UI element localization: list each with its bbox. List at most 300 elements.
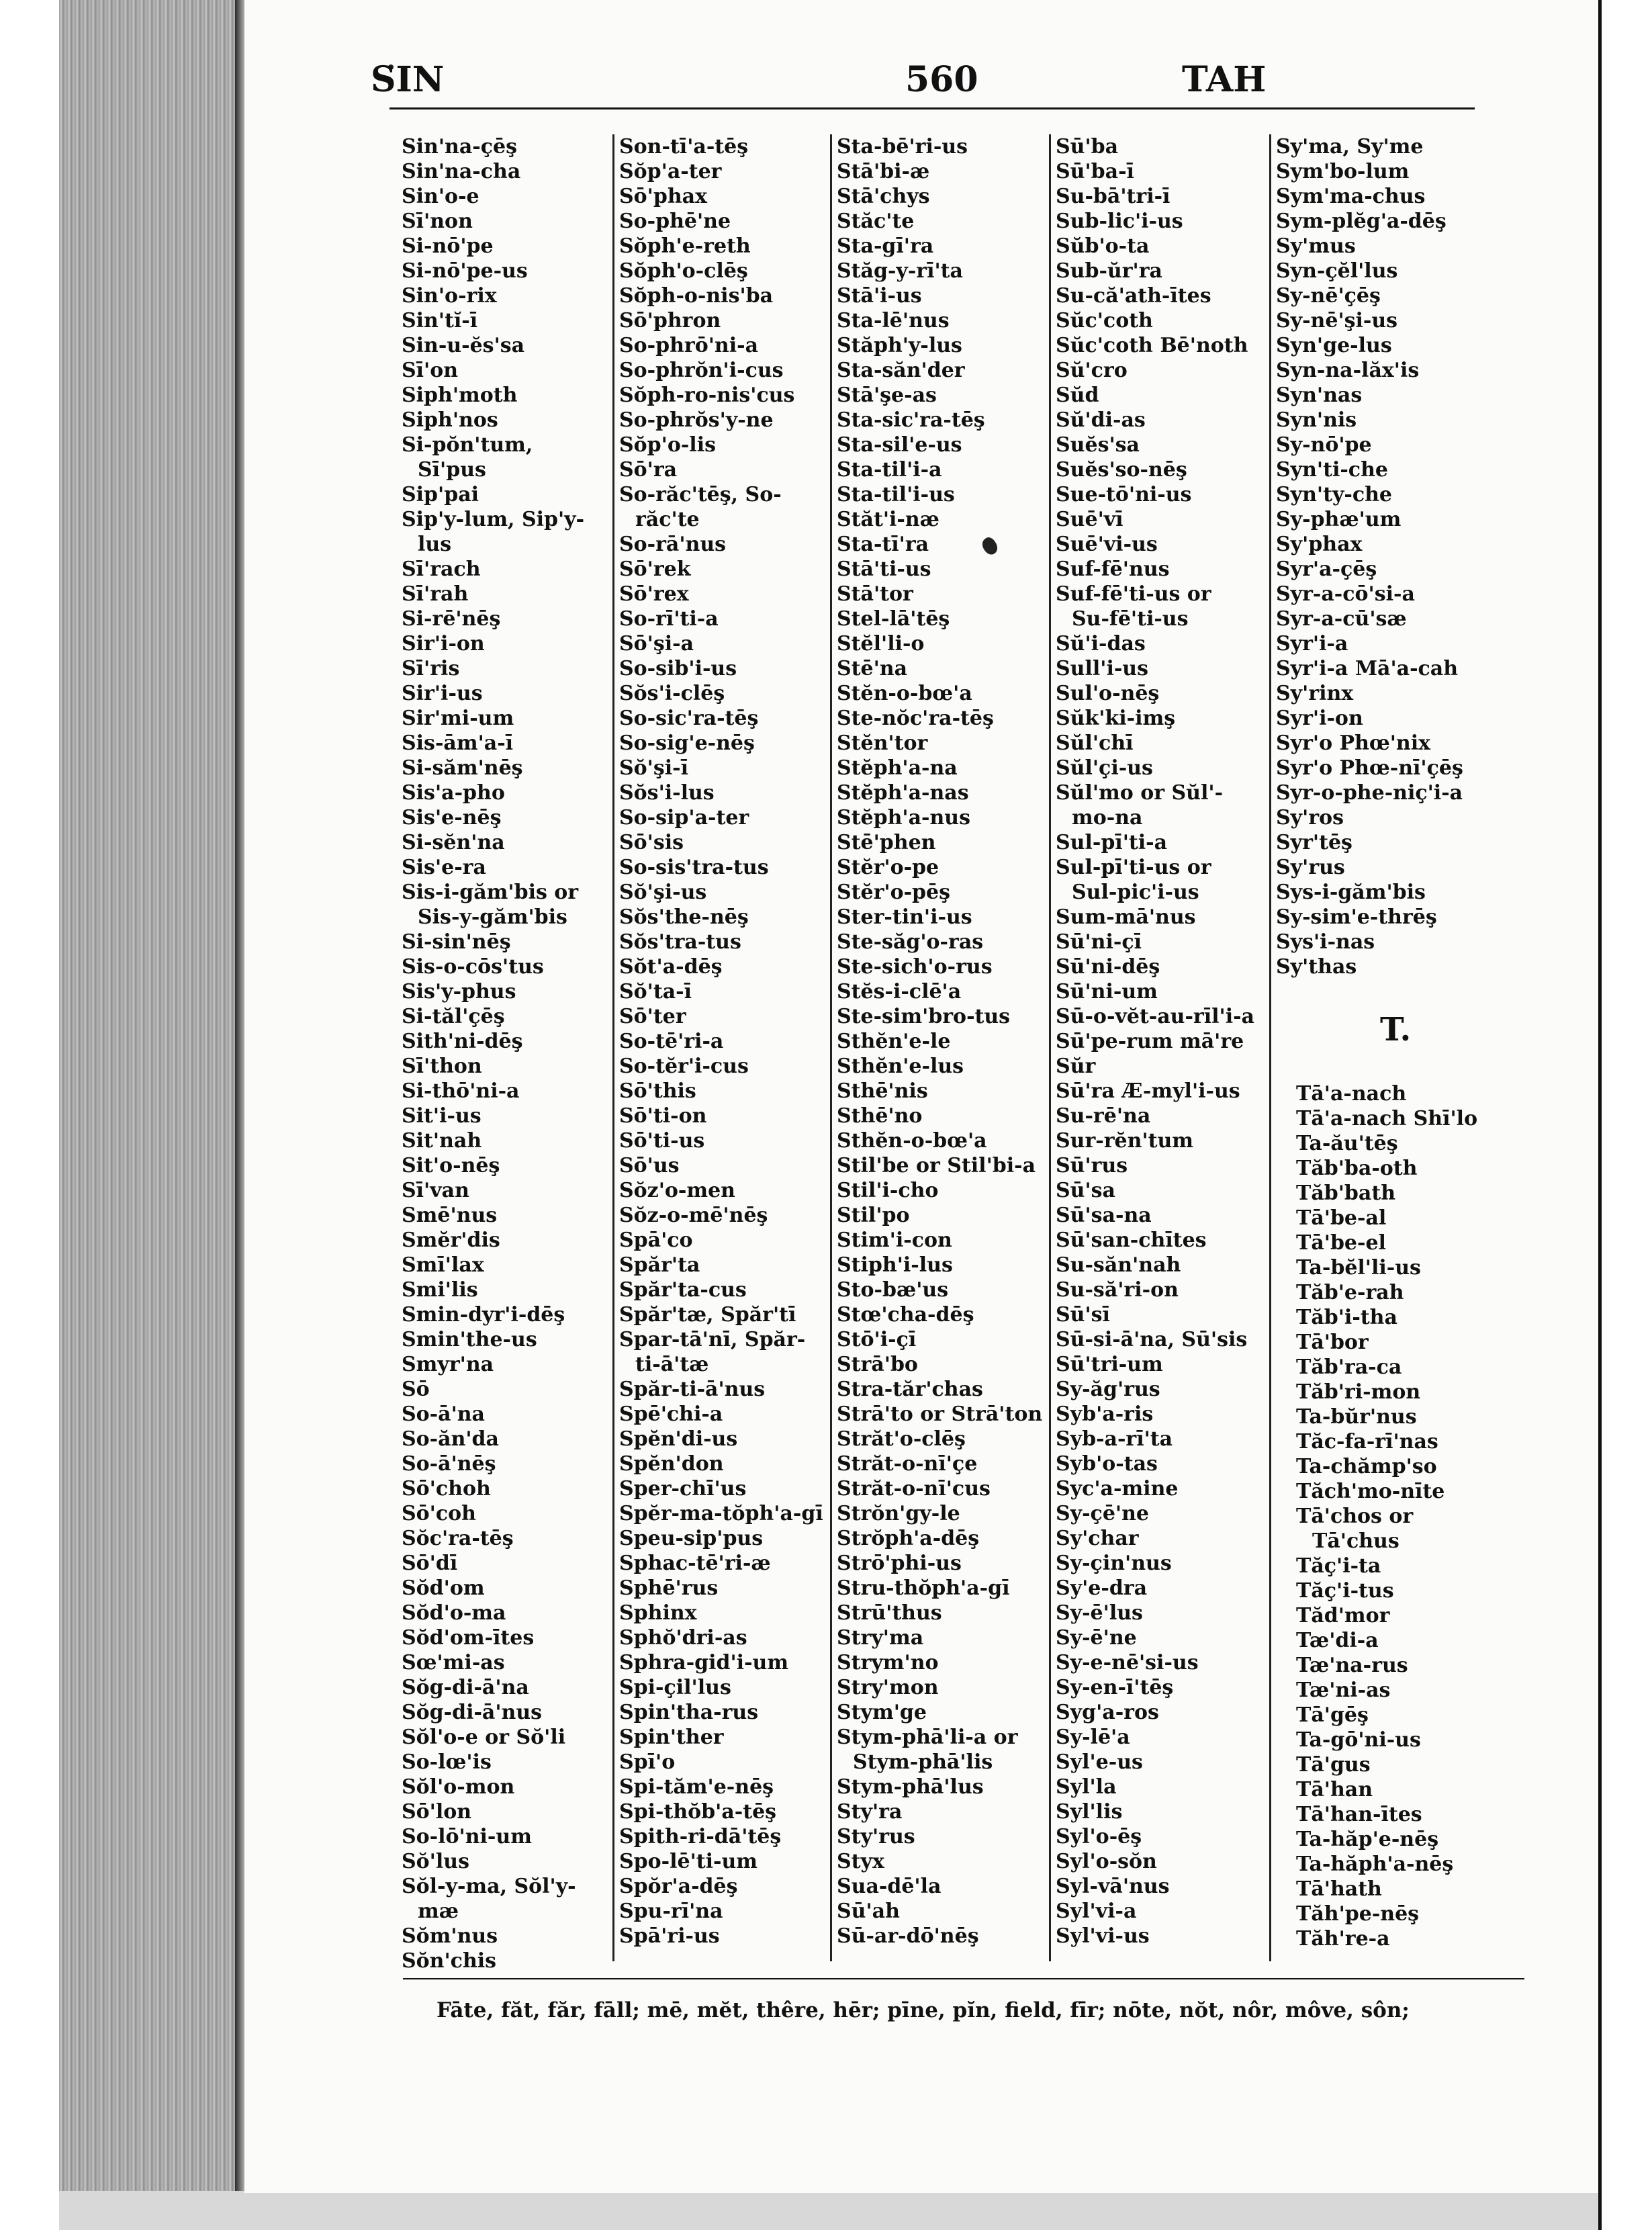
dictionary-entry: So-rī'ti-a [619, 607, 719, 631]
dictionary-entry: Syr'o Phœ-nī'çēş [1276, 756, 1463, 780]
dictionary-entry: Sy-phæ'um [1276, 508, 1402, 531]
dictionary-entry: Sī'non [402, 210, 473, 233]
page-bottom-shadow [59, 2191, 1652, 2230]
dictionary-entry: So-sic'ra-tēş [619, 707, 759, 730]
dictionary-entry: Sŭ'di-as [1056, 408, 1146, 432]
dictionary-entry: Sir'mi-um [402, 707, 514, 730]
dictionary-entry: Stĕph'a-na [837, 756, 958, 780]
dictionary-entry: Sta-til'i-us [837, 483, 955, 506]
dictionary-entry: Stā'bi-æ [837, 160, 930, 183]
dictionary-entry: Stăc'te [837, 210, 915, 233]
dictionary-entry: Stĕr'o-pe [837, 856, 939, 879]
dictionary-entry: Stry'mon [837, 1676, 939, 1699]
dictionary-entry: Sŏg-di-ā'nus [402, 1701, 543, 1724]
dictionary-entry: Si-sĕn'na [402, 831, 505, 854]
entry-column-3 [837, 134, 1042, 1949]
dictionary-entry: Syl'o-ēş [1056, 1825, 1142, 1848]
dictionary-entry: Stil'i-cho [837, 1179, 939, 1202]
dictionary-entry: Sul-pī'ti-a [1056, 831, 1168, 854]
dictionary-entry: Sŭd [1056, 384, 1099, 407]
dictionary-entry: Sym'bo-lum [1276, 160, 1410, 183]
dictionary-entry: Sō'dī [402, 1552, 458, 1575]
dictionary-entry: Stel-lā'tēş [837, 607, 950, 631]
column-divider [1049, 134, 1051, 1961]
dictionary-entry: Sŭ'cro [1056, 359, 1128, 382]
dictionary-entry: Sī'ris [402, 657, 460, 680]
dictionary-entry: Styx [837, 1850, 884, 1873]
dictionary-entry: Sō'phron [619, 309, 721, 332]
dictionary-entry: So-tē'ri-a [619, 1030, 724, 1053]
dictionary-entry: So-sip'a-ter [619, 806, 749, 830]
dictionary-entry: Sym-plĕg'a-dēş [1276, 210, 1447, 233]
dictionary-entry: Syn'ge-lus [1276, 334, 1392, 357]
dictionary-entry: Stā'tor [837, 582, 913, 606]
dictionary-entry: Sŭc'coth [1056, 309, 1153, 332]
dictionary-entry: Tăç'i-ta [1296, 1554, 1381, 1578]
dictionary-entry: Sull'i-us [1056, 657, 1149, 680]
dictionary-entry: Spĕn'don [619, 1452, 724, 1476]
entry-continuation: mæ [418, 1900, 459, 1923]
dictionary-entry: Sthĕn-o-bœ'a [837, 1129, 987, 1153]
dictionary-entry: Sy'rinx [1276, 682, 1354, 705]
dictionary-entry: Sue-tō'ni-us [1056, 483, 1192, 506]
dictionary-entry: Sip'y-lum, Sip'y- [402, 508, 585, 531]
dictionary-entry: Spăr-ti-ā'nus [619, 1378, 766, 1401]
entry-continuation: Stym-phā'lis [853, 1750, 993, 1774]
dictionary-entry: Stē'phen [837, 831, 936, 854]
column-divider [612, 134, 614, 1961]
dictionary-entry: Sy-nō'pe [1276, 433, 1372, 457]
dictionary-entry: Sū'ni-çī [1056, 930, 1142, 954]
dictionary-entry: Sy-e-nē'si-us [1056, 1651, 1199, 1675]
dictionary-entry: Sū'rus [1056, 1154, 1128, 1177]
dictionary-entry: Tăb'ri-mon [1296, 1380, 1421, 1404]
dictionary-entry: Tā'be-el [1296, 1231, 1386, 1255]
dictionary-entry: Sŏz-o-mē'nēş [619, 1204, 768, 1227]
running-head-left: SIN [371, 59, 445, 100]
dictionary-entry: Strō'phi-us [837, 1552, 962, 1575]
dictionary-entry: Tăb'e-rah [1296, 1281, 1404, 1304]
dictionary-entry: Strā'to or Strā'ton [837, 1402, 1043, 1426]
dictionary-entry: Sū'ni-dēş [1056, 955, 1160, 979]
dictionary-entry: Si-rē'nēş [402, 607, 501, 631]
dictionary-entry: Sŏl'o-e or Sŏ'li [402, 1726, 566, 1749]
dictionary-entry: Sy-nē'şi-us [1276, 309, 1398, 332]
dictionary-entry: Sŏ'lus [402, 1850, 469, 1873]
dictionary-entry: Tā'gēş [1296, 1703, 1369, 1727]
dictionary-entry: Sō'phax [619, 185, 707, 208]
dictionary-entry: Sō'ti-us [619, 1129, 705, 1153]
dictionary-entry: Sy'char [1056, 1527, 1139, 1550]
dictionary-entry: Syn'nis [1276, 408, 1357, 432]
dictionary-entry: Smin'the-us [402, 1328, 537, 1351]
dictionary-entry: Ster-tin'i-us [837, 905, 972, 929]
dictionary-entry: Spăr'ta [619, 1253, 700, 1277]
dictionary-entry: Sis'a-pho [402, 781, 505, 805]
dictionary-entry: Sis-o-cōs'tus [402, 955, 544, 979]
dictionary-entry: Syb'o-tas [1056, 1452, 1158, 1476]
dictionary-entry: Sō'ra [619, 458, 678, 482]
dictionary-entry: Sū'tri-um [1056, 1353, 1163, 1376]
dictionary-entry: Sta-săn'der [837, 359, 965, 382]
dictionary-entry: Stăt'i-næ [837, 508, 939, 531]
dictionary-entry: Sip'pai [402, 483, 479, 506]
dictionary-entry: Sy-en-ī'tēş [1056, 1676, 1174, 1699]
dictionary-entry: Syr-o-phe-niç'i-a [1276, 781, 1463, 805]
dictionary-entry: Sŭb'o-ta [1056, 234, 1150, 258]
dictionary-entry: Sō'sis [619, 831, 684, 854]
dictionary-entry: So-phē'ne [619, 210, 731, 233]
dictionary-entry: Ta-hăp'e-nēş [1296, 1828, 1439, 1851]
dictionary-entry: Tăh'pe-nēş [1296, 1902, 1420, 1926]
dictionary-entry: Stē'na [837, 657, 908, 680]
dictionary-entry: Syg'a-ros [1056, 1701, 1159, 1724]
dictionary-entry: Sphē'rus [619, 1576, 719, 1600]
dictionary-entry: Spăr'tæ, Spăr'tī [619, 1303, 796, 1327]
dictionary-entry: Sū'sa-na [1056, 1204, 1152, 1227]
dictionary-entry: Stăph'y-lus [837, 334, 962, 357]
dictionary-entry: Sŭ'i-das [1056, 632, 1146, 656]
dictionary-entry: Sŏ'ta-ī [619, 980, 692, 1004]
dictionary-entry: Sū-si-ā'na, Sū'sis [1056, 1328, 1248, 1351]
dictionary-entry: Sy'thas [1276, 955, 1357, 979]
dictionary-entry: So-lō'ni-um [402, 1825, 532, 1848]
dictionary-entry: Sta-sic'ra-tēş [837, 408, 985, 432]
dictionary-entry: Tăch'mo-nīte [1296, 1480, 1445, 1503]
dictionary-entry: Străt-o-nī'çe [837, 1452, 978, 1476]
dictionary-entry: Tæ'ni-as [1296, 1679, 1391, 1702]
dictionary-entry: Suf-fē'nus [1056, 558, 1170, 581]
dictionary-entry: Syr'tēş [1276, 831, 1352, 854]
dictionary-entry: Strū'thus [837, 1601, 942, 1625]
entry-continuation: Sul-pic'i-us [1072, 881, 1199, 904]
dictionary-entry: Spăr'ta-cus [619, 1278, 747, 1302]
dictionary-entry: Stā'chys [837, 185, 930, 208]
dictionary-entry: Sin'na-cha [402, 160, 521, 183]
dictionary-entry: Sŏ'şi-us [619, 881, 707, 904]
dictionary-entry: Ta-bĕl'li-us [1296, 1256, 1421, 1280]
entry-column-5-t-section [1296, 1081, 1477, 1951]
dictionary-entry: Sua-dē'la [837, 1875, 942, 1898]
dictionary-entry: Spi-tăm'e-nēş [619, 1775, 774, 1799]
dictionary-entry: Spī'o [619, 1750, 676, 1774]
dictionary-entry: Sty'ra [837, 1800, 903, 1824]
dictionary-entry: Sthē'no [837, 1104, 923, 1128]
dictionary-entry: Sŭl'mo or Sŭl'- [1056, 781, 1224, 805]
dictionary-entry: Si-pŏn'tum, [402, 433, 533, 457]
dictionary-entry: Syl'vi-us [1056, 1924, 1150, 1948]
dictionary-entry: Sphra-gid'i-um [619, 1651, 789, 1675]
dictionary-entry: Sy'ma, Sy'me [1276, 135, 1424, 159]
dictionary-entry: Si-thō'ni-a [402, 1079, 520, 1103]
dictionary-entry: So-ā'nēş [402, 1452, 496, 1476]
dictionary-entry: So-ăn'da [402, 1427, 499, 1451]
dictionary-entry: Sthĕn'e-le [837, 1030, 951, 1053]
dictionary-entry: Sō'şi-a [619, 632, 694, 656]
dictionary-entry: Syr'i-on [1276, 707, 1363, 730]
dictionary-entry: Ste-sim'bro-tus [837, 1005, 1011, 1028]
dictionary-entry: Sŏp'o-lis [619, 433, 716, 457]
entry-continuation: lus [418, 533, 452, 556]
dictionary-entry: Sŏs'the-nēş [619, 905, 749, 929]
dictionary-entry: Sis'e-nēş [402, 806, 502, 830]
dictionary-entry: Sō'this [619, 1079, 696, 1103]
dictionary-entry: Stim'i-con [837, 1229, 952, 1252]
dictionary-entry: Syn-çĕl'lus [1276, 259, 1398, 283]
dictionary-entry: Sta-lē'nus [837, 309, 950, 332]
dictionary-entry: Stĕs-i-clē'a [837, 980, 962, 1004]
dictionary-entry: Syr'i-a [1276, 632, 1348, 656]
dictionary-entry: Sŏg-di-ā'na [402, 1676, 529, 1699]
dictionary-entry: Syn'ty-che [1276, 483, 1392, 506]
dictionary-entry: Tā'han [1296, 1778, 1373, 1801]
dictionary-entry: Smĕr'dis [402, 1229, 500, 1252]
dictionary-entry: Sū'ra Æ-myl'i-us [1056, 1079, 1240, 1103]
entry-continuation: Sis-y-găm'bis [418, 905, 567, 929]
dictionary-entry: Sō'rex [619, 582, 689, 606]
dictionary-entry: Sy-sim'e-thrēş [1276, 905, 1437, 929]
dictionary-entry: Stā'şe-as [837, 384, 937, 407]
dictionary-entry: Tăd'mor [1296, 1604, 1390, 1627]
dictionary-entry: Syn'ti-che [1276, 458, 1388, 482]
dictionary-entry: Sin'tĭ-ī [402, 309, 478, 332]
dictionary-entry: Ste-săg'o-ras [837, 930, 984, 954]
dictionary-entry: Stā'ti-us [837, 558, 931, 581]
dictionary-entry: Sphac-tē'ri-æ [619, 1552, 771, 1575]
dictionary-entry: Spā'co [619, 1229, 693, 1252]
dictionary-entry: Tā'chos or [1296, 1505, 1414, 1528]
dictionary-entry: Smē'nus [402, 1204, 498, 1227]
dictionary-entry: Sū'ba-ī [1056, 160, 1134, 183]
entry-continuation: Tā'chus [1312, 1529, 1399, 1553]
dictionary-entry: Su-să'ri-on [1056, 1278, 1179, 1302]
dictionary-entry: Smi'lis [402, 1278, 478, 1302]
dictionary-entry: Sŏl-y-ma, Sŏl'y- [402, 1875, 576, 1898]
dictionary-entry: Sū'sa [1056, 1179, 1115, 1202]
dictionary-entry: Sū-ar-dō'nēş [837, 1924, 979, 1948]
dictionary-entry: Sis'y-phus [402, 980, 516, 1004]
dictionary-entry: Sy-nē'çēş [1276, 284, 1381, 308]
dictionary-entry: Sō'lon [402, 1800, 472, 1824]
header-rule [389, 107, 1475, 109]
dictionary-entry: Spĕn'di-us [619, 1427, 738, 1451]
dictionary-entry: Sta-sil'e-us [837, 433, 962, 457]
dictionary-entry: Si-nō'pe [402, 234, 494, 258]
dictionary-entry: Smin-dyr'i-dēş [402, 1303, 565, 1327]
dictionary-entry: Sœ'mi-as [402, 1651, 505, 1675]
dictionary-entry: Stru-thŏph'a-gī [837, 1576, 1010, 1600]
dictionary-entry: Sphinx [619, 1601, 697, 1625]
dictionary-entry: Sys'i-nas [1276, 930, 1375, 954]
dictionary-entry: Sŏz'o-men [619, 1179, 735, 1202]
dictionary-entry: Sit'o-nēş [402, 1154, 500, 1177]
dictionary-entry: Stym'ge [837, 1701, 927, 1724]
dictionary-entry: Sŏd'o-ma [402, 1601, 506, 1625]
dictionary-entry: Tăb'ba-oth [1296, 1157, 1418, 1180]
dictionary-entry: Sty'rus [837, 1825, 915, 1848]
dictionary-entry: Sū'pe-rum mā're [1056, 1030, 1244, 1053]
dictionary-entry: Tā'gus [1296, 1753, 1371, 1777]
dictionary-entry: Syn'nas [1276, 384, 1363, 407]
dictionary-entry: Spith-ri-dā'tēş [619, 1825, 782, 1848]
dictionary-entry: Spĕr-ma-tŏph'a-gī [619, 1502, 823, 1525]
dictionary-entry: Spo-lē'ti-um [619, 1850, 758, 1873]
dictionary-entry: Syr'o Phœ'nix [1276, 731, 1431, 755]
dictionary-entry: Syl'o-sŏn [1056, 1850, 1157, 1873]
dictionary-entry: Sŭk'ki-imş [1056, 707, 1176, 730]
dictionary-entry: Suf-fē'ti-us or [1056, 582, 1211, 606]
dictionary-entry: Sta-gī'ra [837, 234, 934, 258]
dictionary-entry: Stĕph'a-nus [837, 806, 970, 830]
dictionary-entry: Ta-ău'tēş [1296, 1132, 1398, 1155]
entry-column-1 [402, 134, 584, 1973]
dictionary-entry: Sŏph-ro-nis'cus [619, 384, 795, 407]
dictionary-entry: Sō'ti-on [619, 1104, 707, 1128]
dictionary-entry: Speu-sip'pus [619, 1527, 764, 1550]
dictionary-entry: Tā'be-al [1296, 1206, 1387, 1230]
dictionary-entry: Sys-i-găm'bis [1276, 881, 1426, 904]
dictionary-entry: Stil'be or Stil'bi-a [837, 1154, 1036, 1177]
dictionary-entry: So-sis'tra-tus [619, 856, 769, 879]
dictionary-entry: Sy-lē'a [1056, 1726, 1130, 1749]
dictionary-entry: Sub-ŭr'ra [1056, 259, 1162, 283]
dictionary-entry: Ta-bŭr'nus [1296, 1405, 1417, 1429]
dictionary-entry: Stœ'cha-dēş [837, 1303, 974, 1327]
dictionary-entry: Tăh're-a [1296, 1927, 1390, 1951]
dictionary-entry: Tā'a-nach Shī'lo [1296, 1107, 1478, 1130]
entry-continuation: Su-fē'ti-us [1072, 607, 1189, 631]
dictionary-entry: Tā'han-ītes [1296, 1803, 1422, 1826]
dictionary-entry: Tăb'bath [1296, 1181, 1396, 1205]
dictionary-entry: Si-tăl'çēş [402, 1005, 505, 1028]
dictionary-entry: Su-rē'na [1056, 1104, 1151, 1128]
dictionary-entry: Sō'coh [402, 1502, 476, 1525]
dictionary-entry: Syr'i-a Mā'a-cah [1276, 657, 1459, 680]
dictionary-entry: Sū'ni-um [1056, 980, 1158, 1004]
dictionary-entry: Syb-a-rī'ta [1056, 1427, 1173, 1451]
dictionary-entry: Sī'on [402, 359, 459, 382]
dictionary-entry: Sthē'nis [837, 1079, 928, 1103]
column-divider [1269, 134, 1271, 1961]
dictionary-entry: Sī'rah [402, 582, 469, 606]
dictionary-entry: Sym'ma-chus [1276, 185, 1426, 208]
dictionary-entry: Sŏl'o-mon [402, 1775, 515, 1799]
dictionary-entry: Stil'po [837, 1204, 910, 1227]
dictionary-entry: Sŭl'chī [1056, 731, 1134, 755]
dictionary-entry: Sith'ni-dēş [402, 1030, 523, 1053]
dictionary-entry: Sthĕn'e-lus [837, 1055, 964, 1078]
dictionary-entry: Stĕn'tor [837, 731, 928, 755]
dictionary-entry: Si-nō'pe-us [402, 259, 528, 283]
dictionary-entry: Stĕn-o-bœ'a [837, 682, 972, 705]
dictionary-entry: Sis-ām'a-ī [402, 731, 514, 755]
dictionary-entry: Sper-chī'us [619, 1477, 747, 1501]
dictionary-entry: Spŏr'a-dēş [619, 1875, 738, 1898]
section-letter: T. [1380, 1011, 1412, 1049]
dictionary-entry: Sul'o-nēş [1056, 682, 1160, 705]
dictionary-entry: Si-săm'nēş [402, 756, 523, 780]
dictionary-entry: So-răc'tēş, So- [619, 483, 782, 506]
dictionary-entry: Stym-phā'li-a or [837, 1726, 1018, 1749]
dictionary-entry: Sy-çē'ne [1056, 1502, 1149, 1525]
entry-continuation: Sī'pus [418, 458, 486, 482]
dictionary-entry: Suĕs'sa [1056, 433, 1140, 457]
dictionary-entry: Sub-lic'i-us [1056, 210, 1183, 233]
dictionary-entry: Tā'bor [1296, 1331, 1369, 1354]
dictionary-entry: Sō'choh [402, 1477, 491, 1501]
dictionary-entry: Sto-bæ'us [837, 1278, 949, 1302]
dictionary-entry: Sŏph-o-nis'ba [619, 284, 774, 308]
dictionary-entry: Stiph'i-lus [837, 1253, 953, 1277]
right-page-edge [1598, 0, 1652, 2230]
book-page-edges [59, 0, 235, 2196]
dictionary-entry: Stĕph'a-nas [837, 781, 969, 805]
dictionary-entry: Stra-tăr'chas [837, 1378, 983, 1401]
dictionary-entry: Sin-u-ĕs'sa [402, 334, 525, 357]
dictionary-entry: Sta-bē'ri-us [837, 135, 968, 159]
dictionary-entry: Spi-thŏb'a-tēş [619, 1800, 777, 1824]
dictionary-entry: Smī'lax [402, 1253, 484, 1277]
dictionary-entry: Sy'mus [1276, 234, 1356, 258]
dictionary-entry: Ste-sich'o-rus [837, 955, 993, 979]
dictionary-entry: Sū'ba [1056, 135, 1119, 159]
dictionary-entry: Syr-a-cō'si-a [1276, 582, 1415, 606]
entry-continuation: mo-na [1072, 806, 1143, 830]
dictionary-entry: Syc'a-mine [1056, 1477, 1179, 1501]
dictionary-entry: Sŏph'e-reth [619, 234, 751, 258]
dictionary-entry: Sŭr [1056, 1055, 1096, 1078]
dictionary-entry: Sō [402, 1378, 430, 1401]
dictionary-entry: Sit'nah [402, 1129, 482, 1153]
dictionary-entry: Sī'van [402, 1179, 469, 1202]
dictionary-entry: Sŏn'chis [402, 1949, 497, 1973]
dictionary-entry: Syl'e-us [1056, 1750, 1143, 1774]
dictionary-entry: Sy-çin'nus [1056, 1552, 1172, 1575]
dictionary-entry: Sŏd'om [402, 1576, 485, 1600]
dictionary-entry: Stry'ma [837, 1626, 924, 1650]
dictionary-entry: Sir'i-on [402, 632, 485, 656]
dictionary-entry: Sō'us [619, 1154, 680, 1177]
dictionary-entry: Ste-nŏc'ra-tēş [837, 707, 994, 730]
dictionary-entry: Smyr'na [402, 1353, 494, 1376]
dictionary-entry: Tăb'i-tha [1296, 1306, 1397, 1329]
dictionary-entry: Syl'lis [1056, 1800, 1123, 1824]
dictionary-entry: Ta-hăph'a-nēş [1296, 1853, 1454, 1876]
dictionary-entry: Sŏp'a-ter [619, 160, 722, 183]
dictionary-entry: Tæ'di-a [1296, 1629, 1379, 1652]
dictionary-entry: Syl'vi-a [1056, 1900, 1137, 1923]
entry-continuation: ti-ā'tæ [635, 1353, 709, 1376]
dictionary-entry: Syb'a-ris [1056, 1402, 1154, 1426]
dictionary-entry: Sum-mā'nus [1056, 905, 1196, 929]
dictionary-entry: Tăc-fa-rī'nas [1296, 1430, 1438, 1454]
entry-column-5 [1276, 134, 1463, 979]
dictionary-entry: Sta-til'i-a [837, 458, 942, 482]
dictionary-entry: Străt'o-clēş [837, 1427, 966, 1451]
dictionary-entry: Spē'chi-a [619, 1402, 723, 1426]
dictionary-entry: Sy'e-dra [1056, 1576, 1148, 1600]
dictionary-entry: So-sig'e-nēş [619, 731, 755, 755]
dictionary-entry: Stym-phā'lus [837, 1775, 984, 1799]
dictionary-entry: So-phrŏn'i-cus [619, 359, 784, 382]
dictionary-entry: Ta-chămp'so [1296, 1455, 1437, 1478]
dictionary-entry: Sin'na-çēş [402, 135, 518, 159]
dictionary-entry: Sŏd'om-ītes [402, 1626, 535, 1650]
dictionary-entry: So-phrŏs'y-ne [619, 408, 774, 432]
dictionary-entry: Străt-o-nī'cus [837, 1477, 991, 1501]
dictionary-entry: Strym'no [837, 1651, 939, 1675]
dictionary-entry: Suĕs'so-nēş [1056, 458, 1187, 482]
